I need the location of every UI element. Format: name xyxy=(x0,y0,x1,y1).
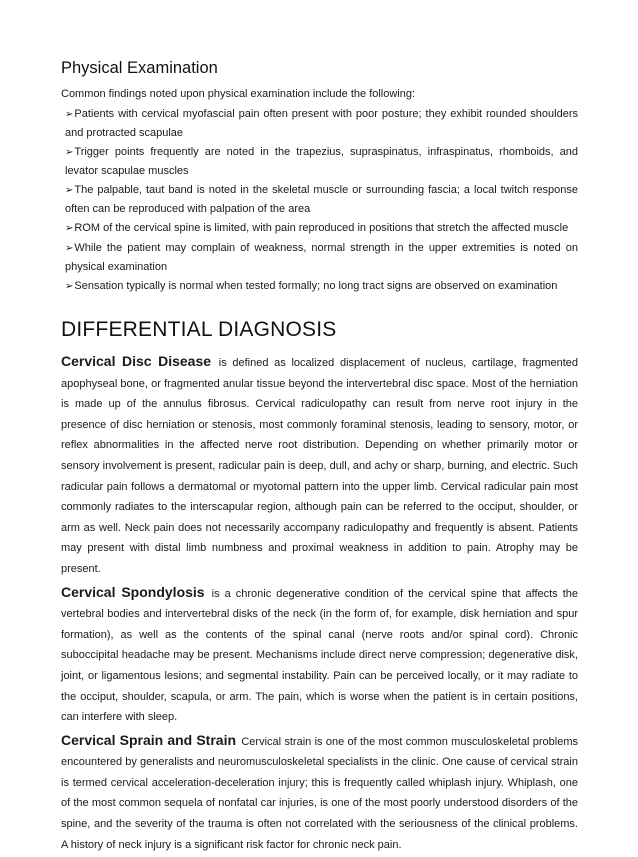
list-item-text: Sensation typically is normal when tested formally; no long tract signs are observed on examination xyxy=(74,280,558,292)
arrow-bullet-icon: ➢ xyxy=(65,109,74,120)
list-item xyxy=(65,143,578,180)
differential-diagnosis-heading: DIFFERENTIAL DIAGNOSIS xyxy=(61,318,337,341)
list-item-text: ROM of the cervical spine is limited, with pain reproduced in positions that stretch the affected muscle xyxy=(74,222,569,234)
physical-examination-intro: Common findings noted upon physical examination include the following: xyxy=(61,88,416,100)
list-item xyxy=(65,181,578,218)
list-item xyxy=(65,219,578,238)
list-item xyxy=(65,105,578,142)
cervical-spondylosis-term: Cervical Spondylosis xyxy=(61,583,205,600)
cervical-sprain-strain-paragraph xyxy=(61,730,578,856)
cervical-sprain-strain-term: Cervical Sprain and Strain xyxy=(61,731,237,748)
cervical-spondylosis-text: is a chronic degenerative condition of the cervical spine that affects the vertebral bodies and intervertebral disks of the neck (in the form of, for example, disk herniation and spur formation), as well as the contents of the spinal canal (nerve roots and/or spinal cord). Chronic suboccipital headache may be present. Mechanisms include direct nerve compression; degenerative disk, joint, or ligamentous lesions; and segmental instability. Pain can be perceived locally, or it may radiate to the occiput, shoulder, scapula, or arm. The pain, which is worse when the patient is in certain positions, can interfere with sleep. xyxy=(61,587,579,724)
cervical-disc-disease-term: Cervical Disc Disease xyxy=(61,353,212,369)
list-item xyxy=(65,277,578,296)
cervical-spondylosis-paragraph xyxy=(61,582,578,728)
arrow-bullet-icon: ➢ xyxy=(65,147,74,158)
arrow-bullet-icon: ➢ xyxy=(65,243,74,254)
cervical-disc-disease-paragraph xyxy=(61,351,578,580)
list-item-text: The palpable, taut band is noted in the skeletal muscle or surrounding fascia; a local twitch response often can be reproduced with palpation of the area xyxy=(65,184,578,215)
list-item-text: Patients with cervical myofascial pain often present with poor posture; they exhibit rounded shoulders and protracted scapulae xyxy=(65,108,578,139)
document-page xyxy=(61,58,578,857)
physical-examination-heading: Physical Examination xyxy=(61,59,218,77)
findings-list xyxy=(61,105,578,296)
cervical-disc-disease-text: is defined as localized displacement of nucleus, cartilage, fragmented apophyseal bone, or fragmented anular tissue beyond the intervertebral disc space. Most of the herniation is made up of the annulus fibrosus. Cervical radiculopathy can result from nerve root injury in the presence of disc herniation or stenosis, most commonly foraminal stenosis, leading to sensory, motor, or reflex abnormalities in the affected nerve root distribution. Depending on whether primarily motor or sensory involvement is present, radicular pain is deep, dull, and achy or sharp, burning, and electric. Such radicular pain follows a dermatomal or myotomal pattern into the upper limb. Cervical radicular pain most commonly radiates to the interscapular region, although pain can be referred to the occiput, shoulder, or arm as well. Neck pain does not necessarily accompany radiculopathy and frequently is absent. Patients may present with distal limb numbness and proximal weakness in addition to pain. Atrophy may be present. xyxy=(61,357,579,575)
cervical-sprain-strain-text: Cervical strain is one of the most common musculoskeletal problems encountered by generalists and neuromusculoskeletal specialists in the clinic. One cause of cervical strain is termed cervical acceleration-deceleration injury; this is frequently called whiplash injury. Whiplash, one of the most common sequela of nonfatal car injuries, is one of the most poorly understood disorders of the spine, and the severity of the trauma is often not correlated with the seriousness of the clinical problems. A history of neck injury is a significant risk factor for chronic neck pain. xyxy=(61,735,578,851)
arrow-bullet-icon: ➢ xyxy=(65,185,74,196)
arrow-bullet-icon: ➢ xyxy=(65,281,74,292)
list-item xyxy=(65,239,578,276)
list-item-text: Trigger points frequently are noted in the trapezius, supraspinatus, infraspinatus, rhomboids, and levator scapulae muscles xyxy=(65,146,578,177)
arrow-bullet-icon: ➢ xyxy=(65,223,74,234)
list-item-text: While the patient may complain of weakness, normal strength in the upper extremities is noted on physical examination xyxy=(65,242,578,273)
